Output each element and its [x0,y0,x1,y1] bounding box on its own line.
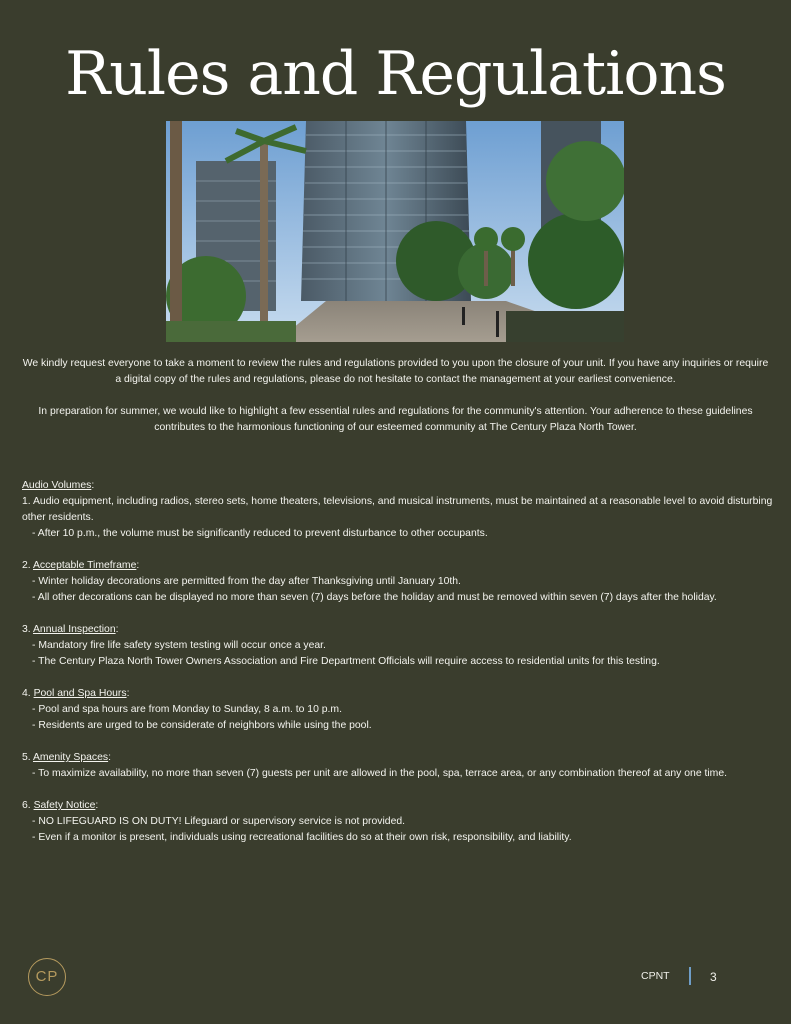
intro-paragraph-1: We kindly request everyone to take a moment to review the rules and regulations provided to you upon the closure of your unit. If you have any inquiries or require a digital copy of the rules and regulations, please do not hesitate to contact the management at your earliest convenience. [22,358,769,385]
rule-title: Annual Inspection [32,624,116,635]
cp-logo: CP [28,958,66,996]
rule-pool-spa-hours: 4. Pool and Spa Hours: - Pool and spa hours are from Monday to Sunday, 8 a.m. to 10 p.m. - Residents are urged to be considerate of neighbors while using the pool. [22,686,774,734]
rule-line: - To maximize availability, no more than seven (7) guests per unit are allowed in the pool, spa, terrace area, or any combination thereof at any one time. [32,768,727,779]
page-number: 3 [710,970,717,984]
rules-list [22,478,774,862]
rule-amenity-spaces: 5. Amenity Spaces: - To maximize availability, no more than seven (7) guests per unit are allowed in the pool, spa, terrace area, or any combination thereof at any one time. [22,750,774,782]
rule-title: Pool and Spa Hours [33,688,127,699]
rule-safety-notice: 6. Safety Notice: - NO LIFEGUARD IS ON DUTY! Lifeguard or supervisory service is not provided. - Even if a monitor is present, individuals using recreational facilities do so at their own risk, responsibility, and liability. [22,798,774,846]
rule-acceptable-timeframe: 2. Acceptable Timeframe: - Winter holiday decorations are permitted from the day after Thanksgiving until January 10th. - All other decorations can be displayed no more than seven (7) days before the holiday and must be removed within seven (7) days after the holiday. [22,558,774,606]
rule-line: - Mandatory fire life safety system testing will occur once a year. [32,640,326,651]
rule-title: Amenity Spaces [32,752,109,763]
rule-annual-inspection: 3. Annual Inspection: - Mandatory fire life safety system testing will occur once a year. - The Century Plaza North Tower Owners Association and Fire Department Officials will require access to residential units for this testing. [22,622,774,670]
building-photo [166,121,624,342]
rule-line: 1. Audio equipment, including radios, stereo sets, home theaters, televisions, and musical instruments, must be maintained at a reasonable level to avoid disturbing other residents. [22,496,773,523]
footer-label: CPNT [641,970,670,982]
intro-text [22,356,769,452]
footer-divider [689,967,691,985]
rule-line: - After 10 p.m., the volume must be significantly reduced to prevent disturbance to other occupants. [32,528,488,539]
rule-line: - All other decorations can be displayed no more than seven (7) days before the holiday and must be removed within seven (7) days after the holiday. [32,592,717,603]
rule-line: - Pool and spa hours are from Monday to Sunday, 8 a.m. to 10 p.m. [32,704,342,715]
rule-line: - The Century Plaza North Tower Owners Association and Fire Department Officials will require access to residential units for this testing. [32,656,660,667]
rule-title: Acceptable Timeframe [32,560,137,571]
rule-title: Safety Notice [33,800,96,811]
rule-line: - Winter holiday decorations are permitted from the day after Thanksgiving until January 10th. [32,576,461,587]
page-title: Rules and Regulations [65,39,726,109]
rule-line: - Even if a monitor is present, individuals using recreational facilities do so at their own risk, responsibility, and liability. [32,832,572,843]
intro-paragraph-2: In preparation for summer, we would like to highlight a few essential rules and regulations for the community's attention. Your adherence to these guidelines contributes to the harmonious functioning of our esteemed community at The Century Plaza North Tower. [38,406,753,433]
rule-audio-volumes: Audio Volumes: 1. Audio equipment, including radios, stereo sets, home theaters, televisions, and musical instruments, must be maintained at a reasonable level to avoid disturbing other residents. - After 10 p.m., the volume must be significantly reduced to prevent disturbance to other occupants. [22,478,774,542]
rule-line: - Residents are urged to be considerate of neighbors while using the pool. [32,720,372,731]
rule-line: - NO LIFEGUARD IS ON DUTY! Lifeguard or supervisory service is not provided. [32,816,406,827]
rule-title: Audio Volumes [22,480,92,491]
